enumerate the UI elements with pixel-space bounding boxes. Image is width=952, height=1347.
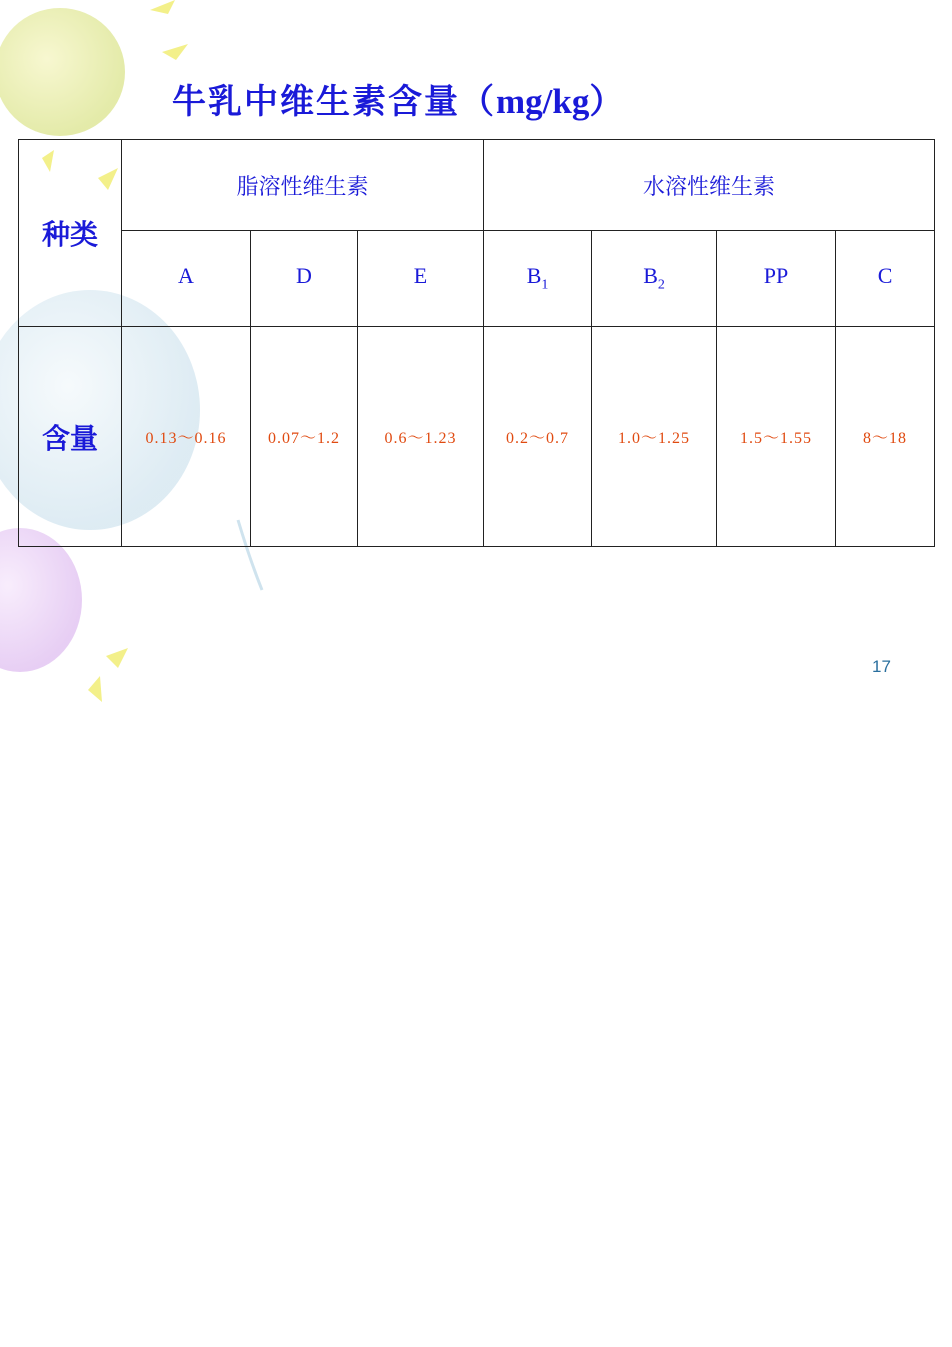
row-header-type: 种类 [19,140,122,327]
vitamin-c-header: C [836,231,935,327]
value-vitamin-e: 0.6～1.23 [358,327,484,547]
value-vitamin-pp: 1.5～1.55 [717,327,836,547]
table-row [19,327,935,547]
vitamin-a-header: A [122,231,251,327]
value-vitamin-d: 0.07～1.2 [251,327,358,547]
vitamin-table [18,139,935,547]
vitamin-pp-header: PP [717,231,836,327]
vitamin-b1-header: $B_1$ [484,231,592,327]
value-vitamin-b2: 1.0～1.25 [592,327,717,547]
group-water-soluble: 水溶性维生素 [484,140,935,231]
page-title: 牛乳中维生素含量（mg/kg） [172,82,626,122]
value-vitamin-c: 8～18 [836,327,935,547]
row-header-content: 含量 [19,327,122,547]
table-row [19,231,935,327]
group-fat-soluble: 脂溶性维生素 [122,140,484,231]
vitamin-b2-header: $B_2$ [592,231,717,327]
page-number: 17 [872,657,891,676]
vitamin-d-header: D [251,231,358,327]
value-vitamin-a: 0.13～0.16 [122,327,251,547]
value-vitamin-b1: 0.2～0.7 [484,327,592,547]
table-row [19,140,935,231]
vitamin-e-header: E [358,231,484,327]
